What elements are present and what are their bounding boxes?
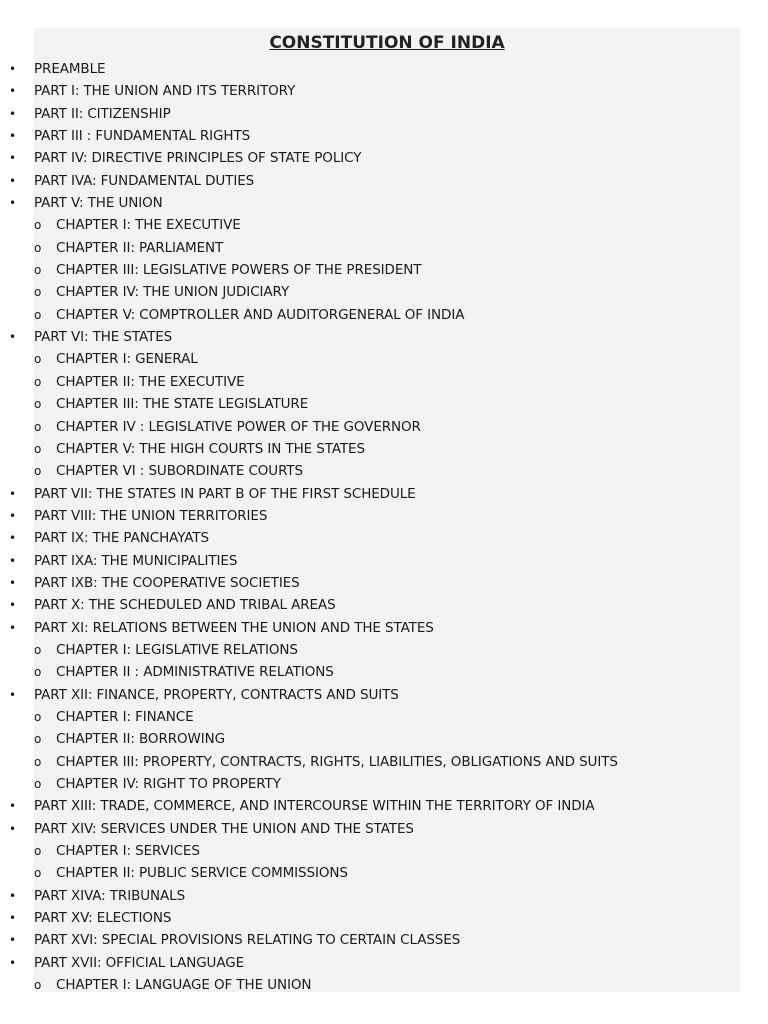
toc-item-label: CHAPTER I: LEGISLATIVE RELATIONS [56,641,298,658]
circle-marker: o [34,352,42,367]
toc-item-label: PART XIII: TRADE, COMMERCE, AND INTERCOURSE WITHIN THE TERRITORY OF INDIA [34,798,595,815]
page-title: CONSTITUTION OF INDIA [269,33,505,53]
toc-item-label: PART IX: THE PANCHAYATS [34,530,210,547]
bullet-marker: • [9,955,16,970]
bullet-marker: • [9,620,16,635]
bullet-marker: • [9,598,16,613]
circle-marker: o [34,218,42,233]
toc-item-label: CHAPTER V: THE HIGH COURTS IN THE STATES [56,440,365,457]
toc-item-label: CHAPTER II : ADMINISTRATIVE RELATIONS [56,664,334,681]
toc-item-label: CHAPTER IV: THE UNION JUDICIARY [56,284,290,301]
toc-item-label: PART XV: ELECTIONS [34,910,172,927]
bullet-marker: • [9,196,16,211]
toc-item-label: CHAPTER I: SERVICES [56,843,200,860]
toc-item-label: CHAPTER II: THE EXECUTIVE [56,373,245,390]
toc-item-label: CHAPTER V: COMPTROLLER AND AUDITORGENERAL OF INDIA [56,306,465,323]
toc-item-label: PART XVI: SPECIAL PROVISIONS RELATING TO CERTAIN CLASSES [34,932,461,949]
circle-marker: o [34,665,42,680]
toc-item-label: CHAPTER IV: RIGHT TO PROPERTY [56,776,281,792]
bullet-marker: • [9,799,16,814]
toc-item-label: PART IV: DIRECTIVE PRINCIPLES OF STATE POLICY [34,150,362,167]
circle-marker: o [34,777,42,791]
bullet-marker: • [9,933,16,948]
toc-item-label: CHAPTER III: THE STATE LEGISLATURE [56,396,309,413]
bullet-marker: • [9,508,16,523]
bullet-marker: • [9,330,16,345]
circle-marker: o [34,374,42,389]
circle-marker: o [34,754,42,769]
bullet-marker: • [9,151,16,166]
circle-marker: o [34,397,42,412]
circle-marker: o [34,419,42,434]
bullet-marker: • [9,106,16,121]
bullet-marker: • [9,575,16,590]
toc-item-label: CHAPTER III: PROPERTY, CONTRACTS, RIGHTS, LIABILITIES, OBLIGATIONS AND SUITS [56,753,618,770]
circle-marker: o [34,642,42,657]
toc-item-label: CHAPTER I: GENERAL [56,351,198,368]
toc-item-label: CHAPTER I: LANGUAGE OF THE UNION [56,977,312,994]
bullet-marker: • [9,173,16,188]
circle-marker: o [34,709,42,724]
toc-item-label: PART XIV: SERVICES UNDER THE UNION AND THE STATES [34,820,414,837]
toc-item-label: PART IVA: FUNDAMENTAL DUTIES [34,172,255,189]
bullet-marker: • [9,486,16,501]
circle-marker: o [34,307,42,322]
toc-item-label: CHAPTER II: PARLIAMENT [56,239,224,256]
toc-item-label: PART VI: THE STATES [34,329,173,346]
toc-item-label: PART XIVA: TRIBUNALS [34,887,186,904]
toc-item-label: PART XVII: OFFICIAL LANGUAGE [34,954,245,971]
toc-item-label: CHAPTER VI : SUBORDINATE COURTS [56,463,304,480]
toc-item-label: CHAPTER I: FINANCE [56,708,194,725]
toc-item-label: PART I: THE UNION AND ITS TERRITORY [34,83,296,100]
toc-item-label: PREAMBLE [34,61,106,77]
toc-item-label: PART IXA: THE MUNICIPALITIES [34,552,238,569]
circle-marker: o [34,441,42,456]
bullet-marker: • [9,553,16,568]
circle-marker: o [34,732,42,747]
toc-item-label: PART II: CITIZENSHIP [34,105,171,122]
circle-marker: o [34,285,42,300]
toc-item-label: PART VIII: THE UNION TERRITORIES [34,507,268,524]
toc-item-label: PART V: THE UNION [34,195,163,212]
bullet-marker: • [9,84,16,99]
toc-item-label: PART X: THE SCHEDULED AND TRIBAL AREAS [34,597,336,614]
toc-item-label: CHAPTER II: PUBLIC SERVICE COMMISSIONS [56,865,348,882]
toc-item-label: PART III : FUNDAMENTAL RIGHTS [34,128,251,145]
toc-item-label: CHAPTER III: LEGISLATIVE POWERS OF THE PRESIDENT [56,262,422,279]
circle-marker: o [34,866,42,881]
circle-marker: o [34,240,42,255]
toc-item-label: PART IXB: THE COOPERATIVE SOCIETIES [34,574,300,591]
circle-marker: o [34,844,42,859]
bullet-marker: • [9,888,16,903]
bullet-marker: • [9,531,16,546]
toc-item-label: CHAPTER IV : LEGISLATIVE POWER OF THE GOVERNOR [56,418,421,435]
circle-marker: o [34,263,42,278]
toc-item-label: PART XI: RELATIONS BETWEEN THE UNION AND THE STATES [34,619,434,636]
bullet-marker: • [9,129,16,144]
circle-marker: o [34,978,42,993]
bullet-marker: • [9,687,16,702]
bullet-marker: • [9,62,16,76]
toc-item-label: PART VII: THE STATES IN PART B OF THE FIRST SCHEDULE [34,485,416,502]
bullet-marker: • [9,911,16,926]
toc-item-label: CHAPTER I: THE EXECUTIVE [56,217,241,234]
toc-item-label: CHAPTER II: BORROWING [56,731,226,748]
circle-marker: o [34,464,42,479]
bullet-marker: • [9,821,16,836]
toc-item-label: PART XII: FINANCE, PROPERTY, CONTRACTS AND SUITS [34,686,399,703]
